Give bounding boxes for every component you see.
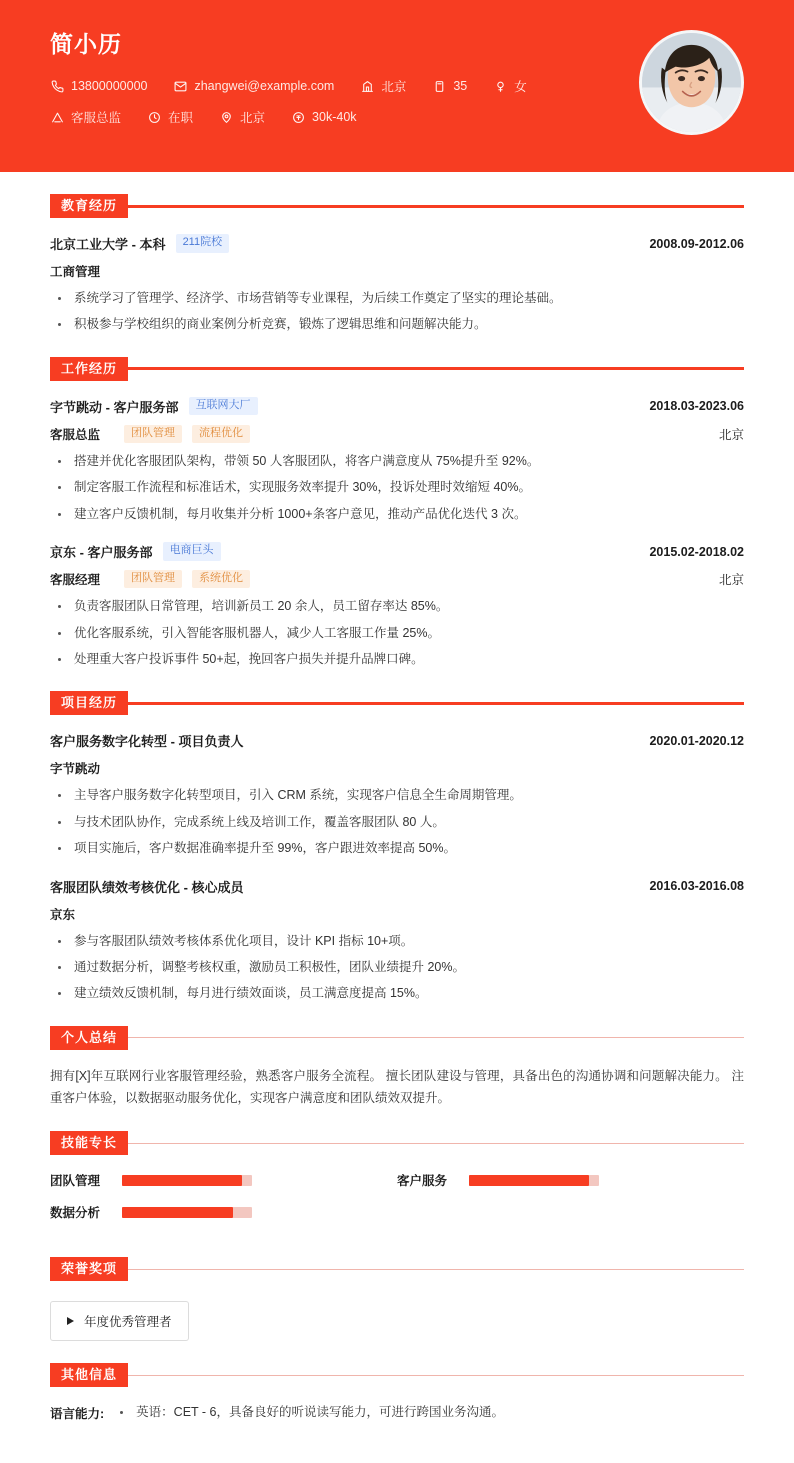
location-icon [360,79,374,93]
list-item: 搭建并优化客服团队架构，带领 50 人客服团队，将客户满意度从 75%提升至 92%。 [54,452,744,471]
list-item: 系统学习了管理学、经济学、市场营销等专业课程，为后续工作奠定了坚实的理论基础。 [54,289,744,308]
phone-icon [50,79,64,93]
list-item: 英语：CET - 6，具备良好的听说读写能力，可进行跨国业务沟通。 [116,1403,504,1422]
work-entry-row [50,397,744,416]
other-info-bullets [116,1403,504,1422]
skill-bar-fill [122,1175,242,1186]
section-header-education [50,194,744,218]
section-header-projects [50,691,744,715]
education-bullets [54,289,744,335]
candidate-name: 简小历 [50,31,122,57]
work-entry-row [50,542,744,561]
section-title-other: 其他信息 [50,1363,128,1387]
job-city [219,108,265,126]
work-tag: 互联网大厂 [189,397,258,415]
list-item: 建立客户反馈机制，每月收集并分析 1000+条客户意见，推动产品优化迭代 3 次。 [54,505,744,524]
project-company: 京东 [50,907,76,922]
work-entry [50,397,744,524]
project-entry-row [50,877,744,896]
other-info-label: 语言能力: [50,1407,105,1422]
work-role: 客服总监 [50,427,101,442]
section-rule [128,1375,744,1376]
work-location: 北京 [718,573,744,588]
education-entry-row [50,234,744,253]
work-date: 2015.02-2018.02 [649,544,744,559]
work-role-tag: 流程优化 [192,425,250,443]
section-honors [50,1257,744,1341]
section-education [50,194,744,335]
education-tag: 211院校 [176,234,230,252]
job-status-text: 在职 [168,111,194,125]
education-entry [50,234,744,335]
work-role-row [50,425,744,443]
contact-location-text: 北京 [381,80,407,94]
project-entry-row [50,731,744,750]
play-triangle-icon [67,1317,74,1325]
list-item: 通过数据分析，调整考核权重，激励员工积极性，团队业绩提升 20%。 [54,958,744,977]
status-icon [147,110,161,124]
job-city-text: 北京 [240,111,266,125]
skill-bar-fill [469,1175,589,1186]
section-header-summary [50,1026,744,1050]
section-rule [128,1269,744,1270]
list-item: 积极参与学校组织的商业案例分析竞赛，锻炼了逻辑思维和问题解决能力。 [54,315,744,334]
salary-icon [291,110,305,124]
work-role-row [50,570,744,588]
section-rule [128,205,744,208]
job-title-text: 客服总监 [71,111,122,125]
list-item: 制定客服工作流程和标准话术，实现服务效率提升 30%，投诉处理时效缩短 40%。 [54,478,744,497]
section-title-skills: 技能专长 [50,1131,128,1155]
resume-header [0,0,794,172]
job-salary [291,110,356,124]
work-role-tag: 团队管理 [124,425,182,443]
job-title [50,108,121,126]
skills-grid [50,1171,744,1235]
section-header-honors [50,1257,744,1281]
skill-label: 客户服务 [397,1174,448,1189]
work-role-tag: 团队管理 [124,570,182,588]
honor-label: 年度优秀管理者 [84,1315,172,1330]
section-other [50,1363,744,1422]
section-projects [50,691,744,1003]
work-entry [50,542,744,669]
education-school: 北京工业大学 - 本科 [50,237,166,252]
user-age-icon [432,79,446,93]
contact-gender [493,77,527,95]
section-skills [50,1131,744,1235]
job-status [147,108,193,126]
section-title-summary: 个人总结 [50,1026,128,1050]
project-entry [50,877,744,1004]
gender-icon [493,79,507,93]
section-rule [128,702,744,705]
project-date: 2020.01-2020.12 [649,733,744,748]
list-item: 负责客服团队日常管理，培训新员工 20 余人，员工留存率达 85%。 [54,597,744,616]
project-name: 客户服务数字化转型 - 项目负责人 [50,734,244,750]
skill-bar [469,1175,599,1186]
resume-body [0,194,794,1463]
job-salary-text: 30k-40k [312,110,357,124]
project-bullets [54,786,744,858]
project-name: 客服团队绩效考核优化 - 核心成员 [50,879,244,895]
section-title-honors: 荣誉奖项 [50,1257,128,1281]
work-role-tag: 系统优化 [192,570,250,588]
skill-item [397,1171,744,1189]
city-icon [219,110,233,124]
section-title-work: 工作经历 [50,357,128,381]
project-date: 2016.03-2016.08 [649,879,744,893]
other-info-row [50,1403,744,1422]
skill-label: 团队管理 [50,1174,101,1189]
skill-bar [122,1207,252,1218]
work-company: 字节跳动 - 客户服务部 [50,399,179,415]
honor-item[interactable] [50,1301,189,1341]
work-tag: 电商巨头 [163,542,221,560]
avatar [639,30,744,135]
work-bullets [54,452,744,524]
section-rule [128,1143,744,1144]
education-date: 2008.09-2012.06 [649,236,744,251]
section-header-skills [50,1131,744,1155]
contact-email [173,79,334,93]
summary-text: 拥有[X]年互联网行业客服管理经验，熟悉客户服务全流程。 擅长团队建设与管理，具备出色的沟通协调和问题解决能力。 注重客户体验，以数据驱动服务优化，实现客户满意度和团队绩效双提升。 [50,1068,744,1105]
list-item: 优化客服系统，引入智能客服机器人，减少人工客服工作量 25%。 [54,624,744,643]
contact-gender-text: 女 [514,80,527,94]
skill-bar-fill [122,1207,233,1218]
section-header-other [50,1363,744,1387]
contact-phone-text: 13800000000 [71,79,148,93]
section-work [50,357,744,670]
project-bullets [54,932,744,1004]
briefcase-icon [50,110,64,124]
list-item: 项目实施后，客户数据准确率提升至 99%，客户跟进效率提高 50%。 [54,839,744,858]
skill-item [50,1171,397,1189]
project-company: 字节跳动 [50,762,101,777]
section-header-work [50,357,744,381]
work-bullets [54,597,744,669]
contact-age [432,79,467,93]
contact-age-text: 35 [453,79,468,93]
project-entry [50,731,744,858]
list-item: 参与客服团队绩效考核体系优化项目，设计 KPI 指标 10+项。 [54,932,744,951]
list-item: 与技术团队协作，完成系统上线及培训工作，覆盖客服团队 80 人。 [54,813,744,832]
section-title-projects: 项目经历 [50,691,128,715]
contact-location [360,77,406,95]
work-date: 2018.03-2023.06 [649,399,744,414]
section-rule [128,367,744,370]
work-company: 京东 - 客户服务部 [50,545,153,561]
avatar-photo [642,33,741,132]
section-summary [50,1026,744,1110]
list-item: 建立绩效反馈机制，每月进行绩效面谈，员工满意度提高 15%。 [54,984,744,1003]
list-item: 处理重大客户投诉事件 50+起，挽回客户损失并提升品牌口碑。 [54,650,744,669]
contact-email-text: zhangwei@example.com [194,79,335,93]
work-location: 北京 [718,427,744,442]
work-role: 客服经理 [50,573,101,588]
section-title-education: 教育经历 [50,194,128,218]
skill-bar [122,1175,252,1186]
skill-label: 数据分析 [50,1206,101,1221]
skill-item [50,1203,397,1221]
education-major: 工商管理 [50,265,101,279]
mail-icon [173,79,187,93]
list-item: 主导客户服务数字化转型项目，引入 CRM 系统，实现客户信息全生命周期管理。 [54,786,744,805]
section-rule [128,1037,744,1038]
contact-phone [50,79,147,93]
